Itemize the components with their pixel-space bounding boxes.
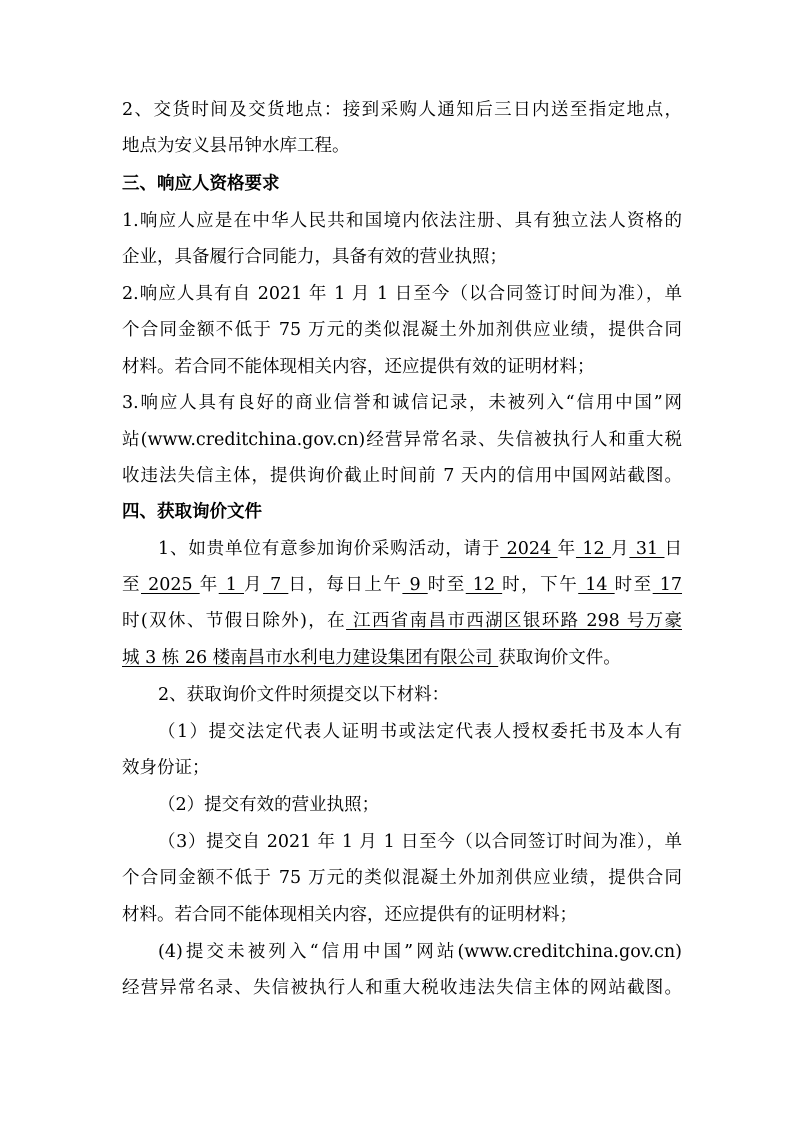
start-year: 2024 — [500, 539, 558, 559]
material-3-line-2: 个合同金额不低于 75 万元的类似混凝土外加剂供应业绩，提供合同 — [122, 868, 682, 888]
end-year: 2025 — [141, 575, 200, 595]
req3-line-2: 站(www.creditchina.gov.cn)经营异常名录、失信被执行人和重大税 — [122, 430, 682, 450]
acquire-line-2 — [122, 573, 682, 597]
year-label: 年 — [557, 539, 576, 559]
pm-end: 17 — [652, 575, 683, 595]
acquire-line-4 — [122, 646, 682, 670]
pm-label: 时，下午 — [502, 575, 579, 595]
am-start: 9 — [402, 575, 428, 595]
req1-line-1: 1.响应人应是在中华人民共和国境内依法注册、具有独立法人资格的 — [122, 211, 682, 231]
materials-intro: 2、获取询价文件时须提交以下材料： — [158, 685, 450, 705]
req3-line-3: 收违法失信主体，提供询价截止时间前 7 天内的信用中国网站截图。 — [122, 466, 682, 486]
req2-line-1: 2.响应人具有自 2021 年 1 月 1 日至今（以合同签订时间为准），单 — [122, 284, 682, 304]
am-end: 12 — [465, 575, 503, 595]
section3-heading: 三、响应人资格要求 — [122, 174, 280, 194]
req1-line-2: 企业，具备履行合同能力，具备有效的营业执照； — [122, 247, 507, 267]
to-label: 至 — [122, 575, 142, 595]
acquire-line-3 — [122, 609, 682, 633]
start-day: 31 — [629, 539, 665, 559]
acquire-suffix: 获取询价文件。 — [498, 648, 621, 668]
material-4-line-1: (4)提交未被列入“信用中国”网站(www.creditchina.gov.cn) — [158, 942, 682, 962]
end-month: 1 — [218, 575, 245, 595]
address-part-2: 城 3 栋 26 楼南昌市水利电力建设集团有限公司 — [122, 648, 499, 668]
hour-to-label-2: 时至 — [614, 575, 653, 595]
req2-line-2: 个合同金额不低于 75 万元的类似混凝土外加剂供应业绩，提供合同 — [122, 320, 682, 340]
material-1-line-2: 效身份证； — [122, 758, 210, 778]
material-3-line-3: 材料。若合同不能体现相关内容，还应提供有的证明材料； — [122, 905, 577, 925]
end-day: 7 — [263, 575, 289, 595]
material-2: （2）提交有效的营业执照； — [158, 795, 380, 815]
material-3-line-1: （3）提交自 2021 年 1 月 1 日至今（以合同签订时间为准），单 — [158, 832, 682, 852]
section4-heading: 四、获取询价文件 — [122, 502, 262, 522]
acquire-line-1 — [158, 537, 682, 561]
address-part-1: 江西省南昌市西湖区银环路 298 号万豪 — [346, 611, 682, 631]
hour-to-label: 时至 — [427, 575, 466, 595]
daily-am-label: 日，每日上午 — [288, 575, 403, 595]
day-label: 日 — [664, 539, 682, 559]
year-label-2: 年 — [199, 575, 219, 595]
acquire-prefix: 1、如贵单位有意参加询价采购活动，请于 — [158, 539, 501, 559]
material-4-line-2: 经营异常名录、失信被执行人和重大税收违法失信主体的网站截图。 — [122, 978, 682, 998]
month-label: 月 — [611, 539, 630, 559]
req3-line-1: 3.响应人具有良好的商业信誉和诚信记录，未被列入“信用中国”网 — [122, 393, 682, 413]
material-1-line-1: （1）提交法定代表人证明书或法定代表人授权委托书及本人有 — [158, 722, 682, 742]
start-month: 12 — [575, 539, 612, 559]
delivery-line-2: 地点为安义县吊钟水库工程。 — [122, 136, 350, 156]
req2-line-3: 材料。若合同不能体现相关内容，还应提供有效的证明材料； — [122, 357, 595, 377]
month-label-2: 月 — [244, 575, 264, 595]
delivery-line-1: 2、交货时间及交货地点：接到采购人通知后三日内送至指定地点， — [122, 100, 682, 120]
pm-start: 14 — [578, 575, 615, 595]
holiday-note: 时(双休、节假日除外)，在 — [122, 611, 347, 631]
